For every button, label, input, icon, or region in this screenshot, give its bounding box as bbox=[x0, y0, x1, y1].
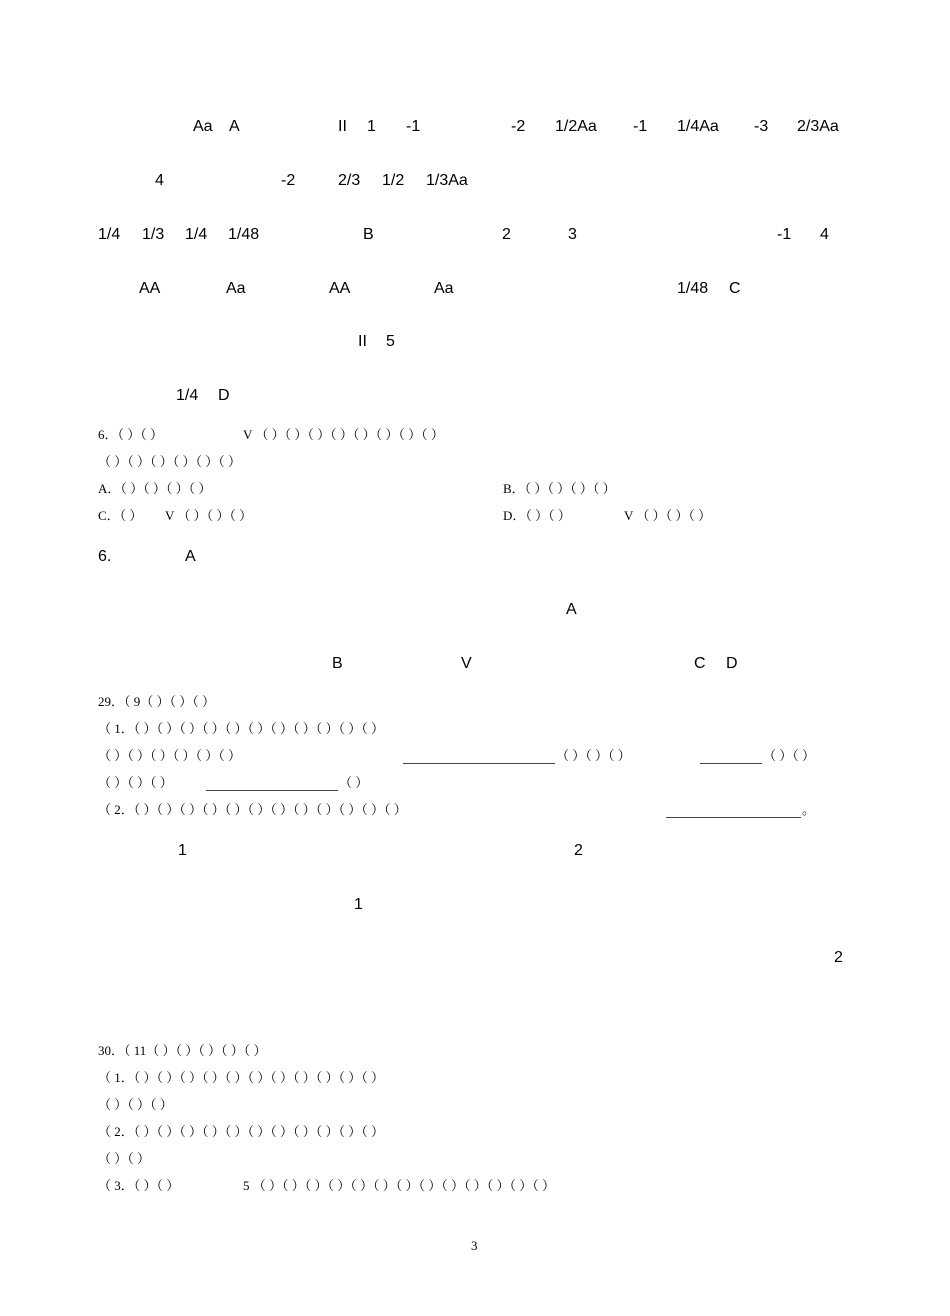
text-fraction: 1/4 bbox=[98, 226, 121, 243]
question-6-stem: （ ）（ ）（ ）（ ）（ ）（ ） bbox=[98, 454, 242, 469]
answer-blank[interactable] bbox=[700, 763, 762, 764]
answer-blank[interactable] bbox=[666, 817, 801, 818]
text-genotype: AA bbox=[329, 280, 351, 297]
text-num: 4 bbox=[155, 172, 164, 189]
text-fraction: 2/3 bbox=[338, 172, 361, 189]
text-fraction: 1/4 bbox=[185, 226, 208, 243]
text-num: 5 bbox=[386, 333, 395, 350]
question-29-part-1: （ ） bbox=[339, 775, 369, 790]
answer-29-number: 2 bbox=[574, 842, 583, 859]
question-30-heading: 30．（ 11（ ）（ ）（ ）（ ）（ ） bbox=[98, 1043, 267, 1058]
answer-6-number: 6. bbox=[98, 548, 112, 565]
question-30-part-2: （ 2．（ ）（ ）（ ）（ ）（ ）（ ）（ ）（ ）（ ）（ ）（ ） bbox=[98, 1124, 385, 1139]
question-29-part-1: （ ）（ ）（ ）（ ）（ ）（ ） bbox=[98, 748, 242, 763]
question-30-part-1: （ 1．（ ）（ ）（ ）（ ）（ ）（ ）（ ）（ ）（ ）（ ）（ ） bbox=[98, 1070, 385, 1085]
answer-29-number: 2 bbox=[834, 949, 843, 966]
answer-blank[interactable] bbox=[206, 790, 338, 791]
question-6-stem: V （ ）（ ）（ ）（ ）（ ）（ ）（ ）（ ） bbox=[243, 427, 444, 442]
answer-6-letter: C bbox=[694, 655, 706, 672]
answer-29-number: 1 bbox=[354, 896, 363, 913]
option-d: D．（ ）（ ） bbox=[503, 508, 571, 523]
text-fraction: 2/3Aa bbox=[797, 118, 839, 135]
answer-6-letter: V bbox=[461, 655, 472, 672]
text-num: 1 bbox=[367, 118, 376, 135]
text-fraction: 1/48 bbox=[677, 280, 709, 297]
text-num: -3 bbox=[754, 118, 769, 135]
text-fraction: 1/4Aa bbox=[677, 118, 719, 135]
question-30-part-1: （ ）（ ）（ ） bbox=[98, 1097, 173, 1112]
option-c: V （ ）（ ）（ ） bbox=[165, 508, 253, 523]
text-fraction: 1/4 bbox=[176, 387, 199, 404]
text-fraction: 1/2Aa bbox=[555, 118, 597, 135]
answer-6-letter: A bbox=[185, 548, 196, 565]
text-a: A bbox=[229, 118, 240, 135]
text-fraction: 1/3Aa bbox=[426, 172, 468, 189]
text-fraction: 1/2 bbox=[382, 172, 405, 189]
question-30-part-3: （ 3．（ ）（ ） bbox=[98, 1178, 180, 1193]
text-num: -2 bbox=[281, 172, 296, 189]
text-fraction: 1/48 bbox=[228, 226, 260, 243]
answer-6-letter: D bbox=[726, 655, 738, 672]
text-num: 4 bbox=[820, 226, 829, 243]
question-29-heading: 29．（ 9（ ）（ ）（ ） bbox=[98, 694, 216, 709]
question-30-part-2: （ ）（ ） bbox=[98, 1151, 151, 1166]
text-option-c: C bbox=[729, 280, 741, 297]
question-29-part-1: （ ）（ ） bbox=[763, 748, 816, 763]
text-num: 3 bbox=[568, 226, 577, 243]
text-num: -1 bbox=[777, 226, 792, 243]
option-d: V （ ）（ ）（ ） bbox=[624, 508, 712, 523]
option-b: B．（ ）（ ）（ ）（ ） bbox=[503, 481, 616, 496]
question-29-part-1: （ 1．（ ）（ ）（ ）（ ）（ ）（ ）（ ）（ ）（ ）（ ）（ ） bbox=[98, 721, 385, 736]
answer-blank[interactable] bbox=[403, 763, 555, 764]
text-option-d: D bbox=[218, 387, 230, 404]
text-num: -1 bbox=[633, 118, 648, 135]
question-29-part-2: （ 2．（ ）（ ）（ ）（ ）（ ）（ ）（ ）（ ）（ ）（ ）（ ）（ ） bbox=[98, 802, 407, 817]
text-genotype: Aa bbox=[226, 280, 246, 297]
text-num: 2 bbox=[502, 226, 511, 243]
question-6-stem: 6．（ ）（ ） bbox=[98, 427, 164, 442]
text-genotype: AA bbox=[139, 280, 161, 297]
option-a: A．（ ）（ ）（ ）（ ） bbox=[98, 481, 212, 496]
text-ii: II bbox=[358, 333, 367, 350]
question-29-part-1: （ ）（ ）（ ） bbox=[98, 775, 173, 790]
text-fraction: 1/3 bbox=[142, 226, 165, 243]
text-num: -1 bbox=[406, 118, 421, 135]
question-29-part-1: （ ）（ ）（ ） bbox=[556, 748, 631, 763]
text-ii: II bbox=[338, 118, 347, 135]
answer-6-letter: A bbox=[566, 601, 577, 618]
text-num: -2 bbox=[511, 118, 526, 135]
text-genotype: Aa bbox=[434, 280, 454, 297]
text-option-b: B bbox=[363, 226, 374, 243]
question-29-part-2: 。 bbox=[802, 802, 816, 817]
text-aa: Aa bbox=[193, 118, 213, 135]
answer-6-letter: B bbox=[332, 655, 343, 672]
page-number: 3 bbox=[471, 1238, 478, 1253]
answer-29-number: 1 bbox=[178, 842, 187, 859]
question-30-part-3: 5 （ ）（ ）（ ）（ ）（ ）（ ）（ ）（ ）（ ）（ ）（ ）（ ）（ ） bbox=[243, 1178, 556, 1193]
option-c: C．（ ） bbox=[98, 508, 143, 523]
